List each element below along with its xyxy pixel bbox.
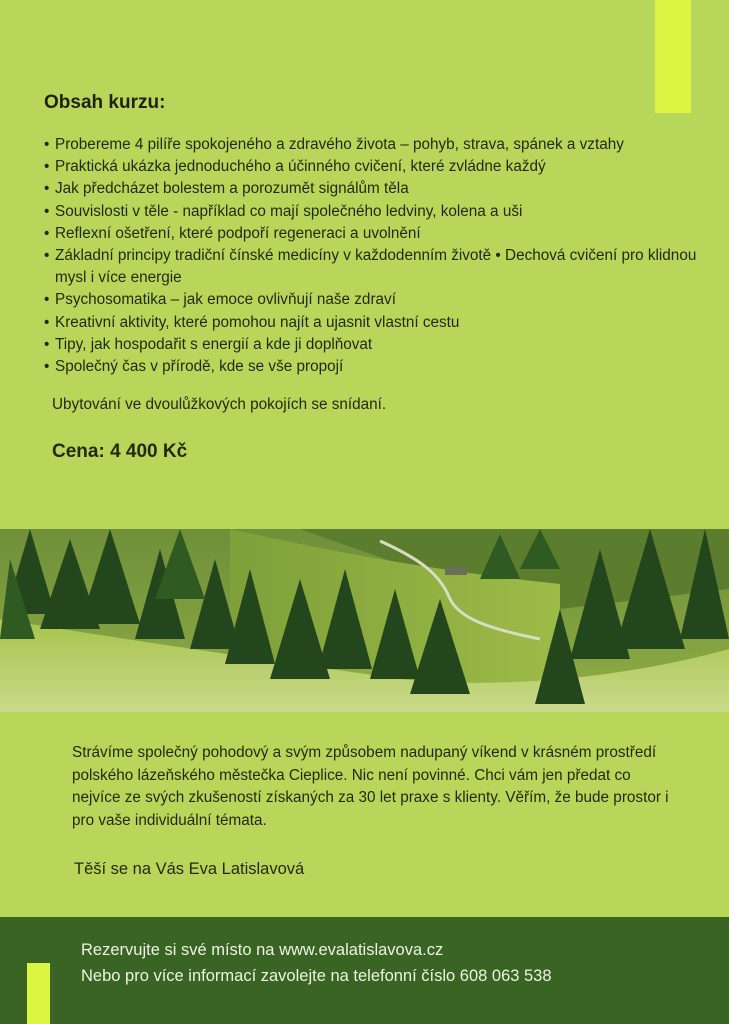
description-paragraph: Strávíme společný pohodový a svým způsobem nadupaný víkend v krásném prostředí polského lázeňského městečka Cieplice. Nic není povinné. Chci vám jen předat co nejvíce ze svých zkušeností získaných za 30 let praxe s klienty. Věřím, že bude prostor i pro vaše individuální témata. <box>72 744 669 829</box>
course-heading: Obsah kurzu: <box>44 92 166 113</box>
list-item: • Probereme 4 pilíře spokojeného a zdravého života – pohyb, strava, spánek a vztahy <box>44 134 704 156</box>
accent-bar-bottom <box>27 963 50 1024</box>
footer-phone-line: Nebo pro více informací zavolejte na telefonní číslo 608 063 538 <box>81 967 552 985</box>
list-item: • Praktická ukázka jednoduchého a účinného cvičení, které zvládne každý <box>44 156 704 178</box>
list-item: • Tipy, jak hospodařit s energií a kde ji doplňovat <box>44 334 704 356</box>
accommodation-note: Ubytování ve dvoulůžkových pokojích se snídaní. <box>52 396 387 413</box>
list-item: • Reflexní ošetření, které podpoří regeneraci a uvolnění <box>44 223 704 245</box>
list-item: • Psychosomatika – jak emoce ovlivňují naše zdraví <box>44 289 704 311</box>
list-item: • Základní principy tradiční čínské medicíny v každodenním životě • Dechová cvičení pro klidnou mysl i více energie <box>44 245 704 289</box>
price-label: Cena: 4 400 Kč <box>52 441 188 462</box>
course-content-list <box>44 134 704 378</box>
greeting-signature: Těší se na Vás Eva Latislavová <box>74 860 305 878</box>
accent-bar-top <box>655 0 691 113</box>
list-item: • Jak předcházet bolestem a porozumět signálům těla <box>44 178 704 200</box>
mountain-meadow-photo <box>0 529 729 712</box>
footer-reservation-line: Rezervujte si své místo na www.evalatislavova.cz <box>81 941 444 959</box>
list-item: • Souvislosti v těle - například co mají společného ledviny, kolena a uši <box>44 201 704 223</box>
list-item: • Společný čas v přírodě, kde se vše propojí <box>44 356 704 378</box>
list-item: • Kreativní aktivity, které pomohou najít a ujasnit vlastní cestu <box>44 312 704 334</box>
